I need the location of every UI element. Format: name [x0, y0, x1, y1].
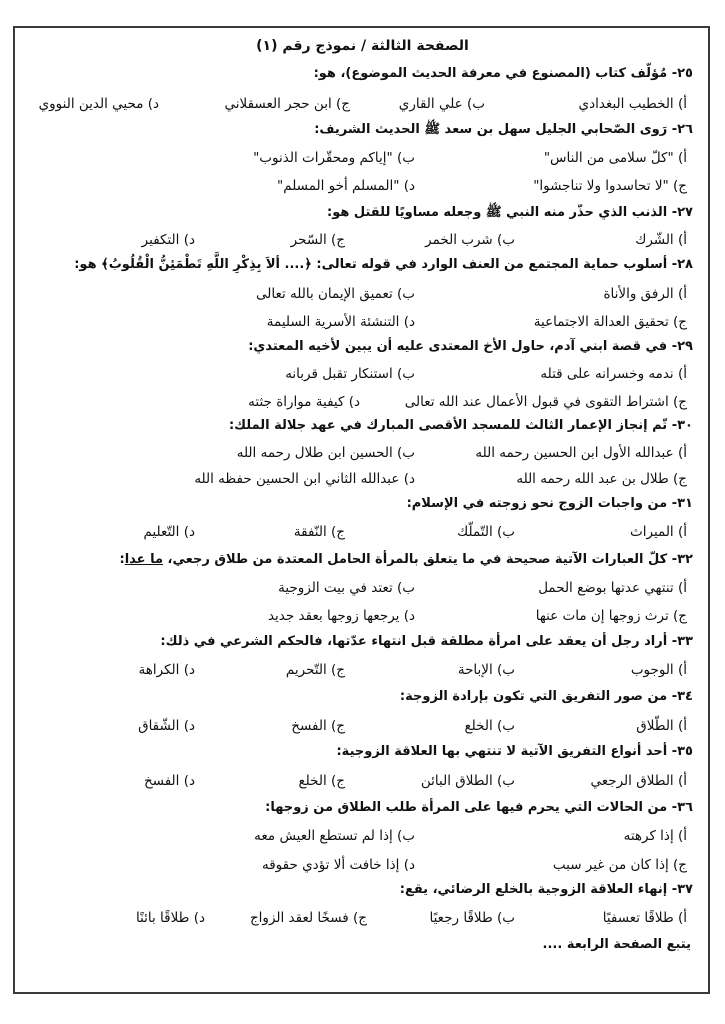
question-37: ٣٧- إنهاء العلاقة الزوجية بالخلع الرضائي، يقع:: [399, 882, 693, 897]
option-32-c[interactable]: ج) ترث زوجها إن مات عنها: [535, 608, 687, 624]
option-34-b[interactable]: ب) الخلع: [464, 718, 515, 734]
option-32-d[interactable]: د) يرجعها زوجها بعقد جديد: [267, 608, 415, 624]
question-32-text: ٣٢- كلّ العبارات الآتية صحيحة في ما يتعلق بالمرأة الحامل المعتدة من طلاق رجعي،: [163, 552, 693, 567]
option-25-b[interactable]: ب) علي القاري: [398, 96, 485, 112]
question-27: ٢٧- الذنب الذي حذّر منه النبي ﷺ وجعله مساويًا للقتل هو:: [327, 205, 693, 220]
option-31-b[interactable]: ب) التّملّك: [457, 524, 515, 540]
option-35-a[interactable]: أ) الطلاق الرجعي: [590, 773, 687, 789]
option-35-b[interactable]: ب) الطلاق البائن: [420, 773, 515, 789]
question-30: ٣٠- تّم إنجاز الإعمار الثالث للمسجد الأقصى المبارك في عهد جلالة الملك:: [228, 418, 693, 433]
option-35-c[interactable]: ج) الخلع: [298, 773, 345, 789]
question-32-except: ما عدا: [124, 552, 164, 567]
page-title: الصفحة الثالثة / نموذج رقم (١): [256, 38, 469, 54]
option-25-a[interactable]: أ) الخطيب البغدادي: [578, 96, 687, 112]
option-30-d[interactable]: د) عبدالله الثاني ابن الحسين حفظه الله: [194, 471, 415, 487]
question-35: ٣٥- أحد أنواع التفريق الآتية لا تنتهي بها العلاقة الزوجية:: [336, 744, 693, 759]
option-29-b[interactable]: ب) استنكار تقبل قربانه: [285, 366, 415, 382]
option-26-d[interactable]: د) "المسلم أخو المسلم": [277, 178, 415, 194]
option-25-d[interactable]: د) محيي الدين النووي: [38, 96, 159, 112]
question-33: ٣٣- أراد رجل أن يعقد على امرأة مطلقة قبل انتهاء عدّتها، فالحكم الشرعي في ذلك:: [160, 634, 693, 649]
question-32: [33, 550, 693, 570]
option-29-a[interactable]: أ) ندمه وخسرانه على قتله: [540, 366, 687, 382]
option-27-b[interactable]: ب) شرب الخمر: [425, 232, 515, 248]
option-33-b[interactable]: ب) الإباحة: [457, 662, 515, 678]
option-36-d[interactable]: د) إذا خافت ألا تؤدي حقوقه: [261, 857, 415, 873]
option-28-a[interactable]: أ) الرفق والأناة: [603, 286, 687, 302]
option-37-a[interactable]: أ) طلاقًا تعسفيًا: [602, 910, 687, 926]
option-36-c[interactable]: ج) إذا كان من غير سبب: [552, 857, 687, 873]
option-31-c[interactable]: ج) النّفقة: [293, 524, 345, 540]
option-35-d[interactable]: د) الفسخ: [143, 773, 195, 789]
question-32-colon: :: [119, 552, 125, 567]
option-32-b[interactable]: ب) تعتد في بيت الزوجية: [278, 580, 415, 596]
question-28: ٢٨- أسلوب حماية المجتمع من العنف الوارد في قوله تعالى: ﴿.... ألاَ بِذِكْرِ اللَّهِ تَطْمَئِنُّ الْقُلُوبُ﴾ هو:: [74, 257, 693, 272]
question-34: ٣٤- من صور التفريق التي تكون بإرادة الزوجة:: [399, 689, 693, 704]
question-25: ٢٥- مُؤلّف كتاب (المصنوع في معرفة الحديث الموضوع)، هو:: [313, 66, 693, 81]
option-26-a[interactable]: أ) "كلّ سلامى من الناس": [543, 150, 687, 166]
option-33-c[interactable]: ج) التّحريم: [285, 662, 345, 678]
option-34-d[interactable]: د) الشّقاق: [138, 718, 195, 734]
option-25-c[interactable]: ج) ابن حجر العسقلاني: [224, 96, 350, 112]
option-30-b[interactable]: ب) الحسين ابن طلال رحمه الله: [236, 445, 415, 461]
option-34-a[interactable]: أ) الطّلاق: [636, 718, 687, 734]
question-31: ٣١- من واجبات الزوج نحو زوجته في الإسلام:: [406, 496, 693, 511]
option-26-c[interactable]: ج) "لا تحاسدوا ولا تناجشوا": [533, 178, 687, 194]
option-37-d[interactable]: د) طلاقًا بائنًا: [135, 910, 205, 926]
option-29-d[interactable]: د) كيفية مواراة جثته: [248, 394, 360, 410]
option-37-b[interactable]: ب) طلاقًا رجعيًا: [429, 910, 515, 926]
option-27-a[interactable]: أ) الشّرك: [635, 232, 687, 248]
option-31-d[interactable]: د) التّعليم: [143, 524, 195, 540]
option-29-c[interactable]: ج) اشتراط التقوى في قبول الأعمال عند الله تعالى: [404, 394, 687, 410]
option-32-a[interactable]: أ) تنتهي عدتها بوضع الحمل: [538, 580, 687, 596]
option-36-b[interactable]: ب) إذا لم تستطع العيش معه: [254, 828, 415, 844]
option-31-a[interactable]: أ) الميراث: [630, 524, 687, 540]
option-30-a[interactable]: أ) عبدالله الأول ابن الحسين رحمه الله: [475, 445, 687, 461]
option-28-b[interactable]: ب) تعميق الإيمان بالله تعالى: [255, 286, 415, 302]
option-33-a[interactable]: أ) الوجوب: [630, 662, 687, 678]
option-36-a[interactable]: أ) إذا كرهته: [623, 828, 687, 844]
option-27-d[interactable]: د) التكفير: [141, 232, 195, 248]
question-36: ٣٦- من الحالات التي يحرم فيها على المرأة طلب الطلاق من زوجها:: [265, 800, 693, 815]
option-27-c[interactable]: ج) السّحر: [290, 232, 345, 248]
continue-note: يتبع الصفحة الرابعة ....: [542, 937, 691, 952]
option-37-c[interactable]: ج) فسخًا لعقد الزواج: [249, 910, 367, 926]
question-26: ٢٦- رَوى الصّحابي الجليل سهل بن سعد ﷺ الحديث الشريف:: [314, 122, 693, 137]
option-34-c[interactable]: ج) الفسخ: [291, 718, 345, 734]
option-33-d[interactable]: د) الكراهة: [138, 662, 195, 678]
option-28-c[interactable]: ج) تحقيق العدالة الاجتماعية: [533, 314, 687, 330]
option-26-b[interactable]: ب) "إياكم ومحقّرات الذنوب": [253, 150, 415, 166]
question-29: ٢٩- في قصة ابني آدم، حاول الأخ المعتدى عليه أن يبين لأخيه المعتدي:: [248, 339, 693, 354]
option-28-d[interactable]: د) التنشئة الأسرية السليمة: [266, 314, 415, 330]
option-30-c[interactable]: ج) طلال بن عبد الله رحمه الله: [516, 471, 687, 487]
